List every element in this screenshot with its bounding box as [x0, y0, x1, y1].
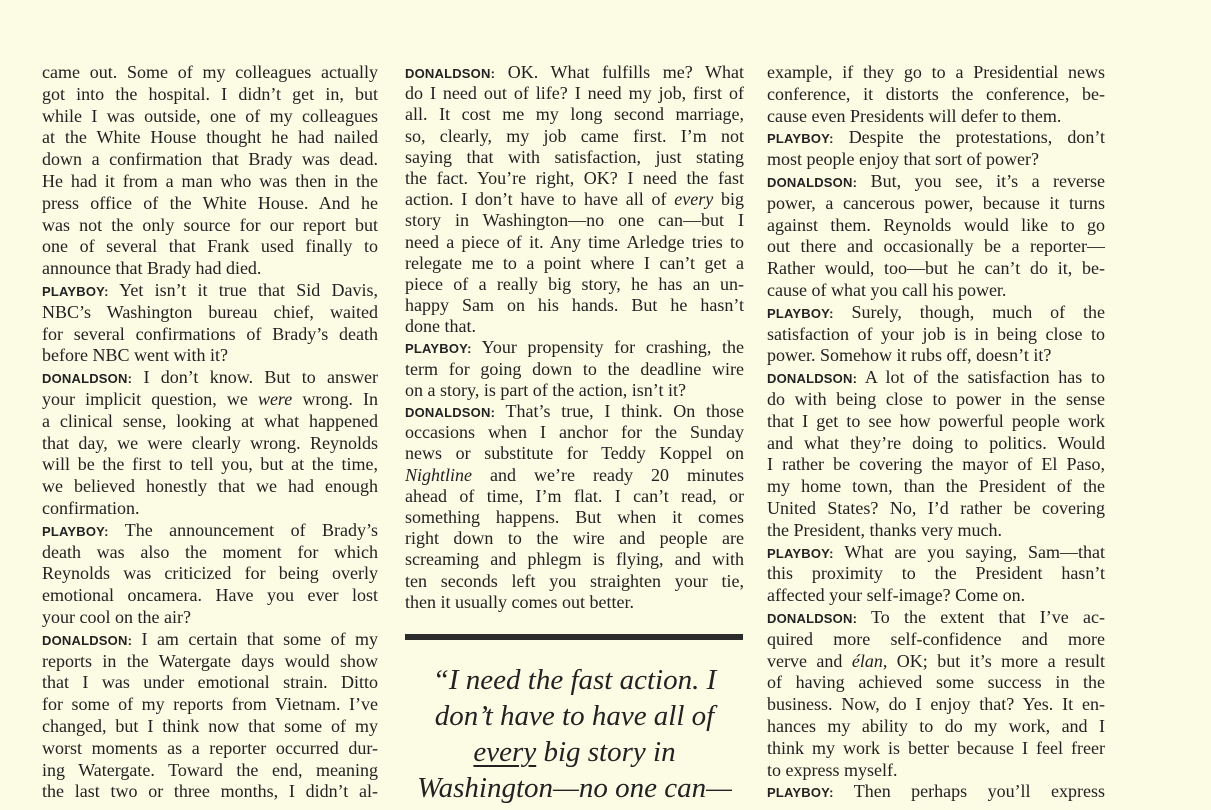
line-text: ten seconds left you straighten your tie, [405, 570, 744, 591]
text-line [405, 274, 744, 295]
text-line [767, 236, 1105, 258]
line-text: done that. [405, 316, 476, 337]
text-line [405, 486, 744, 507]
text-line [42, 476, 378, 498]
text-line [405, 401, 744, 422]
line-text: I am certain that some of my [141, 628, 378, 649]
line-text: to express myself. [767, 759, 898, 780]
text-line [767, 760, 1105, 782]
line-text: this proximity to the President hasn’t [767, 563, 1105, 584]
text-line [767, 389, 1105, 411]
speaker-label: PLAYBOY: [767, 305, 834, 321]
italic-text: Nightline [405, 464, 472, 485]
italic-text: every [674, 189, 714, 210]
line-text: To the extent that I’ve ac- [871, 606, 1105, 627]
line-text: and what they’re doing to politics. Would [767, 432, 1105, 453]
text-line [405, 337, 744, 358]
line-text: press office of the White House. And he [42, 192, 378, 213]
text-line [405, 126, 744, 147]
text-line [42, 542, 378, 564]
line-text: all. It cost me my long second marriage, [405, 104, 744, 125]
line-text: do with being close to power in the sense [767, 388, 1105, 409]
text-line [405, 168, 744, 189]
line-text: the President, thanks very much. [767, 519, 1002, 540]
interview-paragraph [767, 62, 1105, 127]
line-text: ahead of time, I’m flat. I can’t read, or [405, 485, 744, 506]
text-line [767, 171, 1105, 193]
line-text: “I need the fast action. I [432, 664, 717, 696]
text-line [42, 345, 378, 367]
text-line [405, 62, 744, 83]
line-text: Washington—no one can— [417, 772, 732, 804]
speaker-label: DONALDSON: [767, 371, 858, 387]
text-line [767, 781, 1105, 803]
interview-paragraph [767, 542, 1105, 607]
text-line [767, 542, 1105, 564]
line-text: example, if they go to a Presidential news [767, 62, 1105, 82]
line-text: hances my ability to do my work, and I [767, 715, 1105, 736]
text-column-middle [405, 62, 744, 613]
text-line [767, 258, 1105, 280]
text-line [42, 563, 378, 585]
text-line [42, 738, 378, 760]
line-text: at the White House thought he had nailed [42, 127, 378, 148]
line-text: , OK; but it’s more a result [882, 650, 1105, 671]
text-line [405, 295, 744, 316]
text-line [405, 210, 744, 231]
text-line [767, 585, 1105, 607]
text-line [405, 443, 744, 464]
line-text: I don’t know. But to answer [143, 367, 378, 388]
line-text: Rather would, too—but he can’t do it, be- [767, 258, 1105, 279]
text-line [42, 760, 378, 782]
text-line [405, 465, 744, 486]
text-column-left [42, 62, 378, 803]
text-line [42, 716, 378, 738]
text-line [405, 316, 744, 337]
line-text: verve and [767, 650, 852, 671]
text-line [767, 476, 1105, 498]
line-text: while I was outside, one of my colleagues [42, 105, 378, 126]
text-line [42, 106, 378, 128]
interview-paragraph [405, 337, 744, 401]
text-line [42, 127, 378, 149]
line-text: cause of what you call his power. [767, 279, 1007, 300]
line-text: What are you saying, Sam—that [844, 541, 1105, 562]
line-text: quired more self-confidence and more [767, 628, 1105, 649]
speaker-label: DONALDSON: [767, 610, 858, 626]
text-line [405, 507, 744, 528]
line-text: cause even Presidents will defer to them. [767, 105, 1062, 126]
line-text: wrong. In [292, 388, 378, 409]
text-line [767, 563, 1105, 585]
text-line [42, 215, 378, 237]
line-text: conference, it distorts the conference, be- [767, 83, 1105, 104]
text-line [405, 592, 744, 613]
line-text: affected your self-image? Come on. [767, 585, 1026, 606]
text-line [42, 672, 378, 694]
line-text: screaming and phlegm is flying, and with [405, 549, 744, 570]
text-line [767, 367, 1105, 389]
line-text: Your propensity for crashing, the [481, 337, 744, 358]
text-line [42, 607, 378, 629]
line-text: was not the only source for our report but [42, 214, 378, 235]
text-line [405, 549, 744, 570]
text-line [42, 389, 378, 411]
text-line [42, 193, 378, 215]
text-line [767, 520, 1105, 542]
text-line [767, 193, 1105, 215]
line-text: big story in [536, 736, 676, 768]
line-text: Reynolds was criticized for being overly [42, 563, 378, 584]
line-text: power, a cancerous power, because it turns [767, 192, 1105, 213]
line-text: for several confirmations of Brady’s death [42, 323, 378, 344]
line-text: occasions when I anchor for the Sunday [405, 422, 744, 443]
line-text: changed, but I think now that some of my [42, 715, 378, 736]
text-line [42, 781, 378, 803]
text-line [42, 280, 378, 302]
line-text: term for going down to the deadline wire [405, 358, 744, 379]
text-line [767, 411, 1105, 433]
italic-text: élan [851, 650, 883, 671]
line-text: emotional oncamera. Have you ever lost [42, 585, 378, 606]
interview-paragraph [767, 171, 1105, 302]
line-text: will be the first to tell you, but at the time, [42, 454, 378, 475]
text-line [767, 62, 1105, 84]
interview-paragraph [42, 520, 378, 629]
pull-quote-line [405, 698, 744, 734]
line-text: that I get to see how powerful people work [767, 410, 1105, 431]
interview-paragraph [42, 629, 378, 803]
text-line [42, 694, 378, 716]
text-line [767, 106, 1105, 128]
line-text: something happens. But when it comes [405, 506, 744, 527]
interview-paragraph [767, 781, 1105, 803]
text-line [42, 520, 378, 542]
line-text: United States? No, I’d rather be covering [767, 497, 1105, 518]
text-line [405, 380, 744, 401]
line-text: news or substitute for Teddy Koppel on [405, 443, 744, 464]
text-line [405, 83, 744, 104]
text-line [42, 585, 378, 607]
line-text: power. Somehow it rubs off, doesn’t it? [767, 345, 1052, 366]
line-text: He had it from a man who was then in the [42, 170, 378, 191]
text-line [405, 359, 744, 380]
text-line [405, 189, 744, 210]
line-text: Then perhaps you’ll express [853, 781, 1105, 802]
text-line [42, 171, 378, 193]
line-text: reports in the Watergate days would show [42, 650, 378, 671]
line-text: But, you see, it’s a reverse [870, 170, 1105, 191]
line-text: worst moments as a reporter occurred dur- [42, 737, 378, 758]
text-line [405, 104, 744, 125]
text-line [405, 528, 744, 549]
line-text: on a story, is part of the action, isn’t it? [405, 379, 686, 400]
line-text: OK. What fulfills me? What [507, 62, 744, 82]
line-text: we believed honestly that we had enough [42, 476, 378, 497]
text-line [767, 694, 1105, 716]
line-text: That’s true, I think. On those [505, 401, 744, 421]
line-text: right down to the wire and people are [405, 528, 744, 549]
text-line [767, 280, 1105, 302]
text-line [767, 716, 1105, 738]
text-line [767, 345, 1105, 367]
line-text: of having achieved some success in the [767, 672, 1105, 693]
text-line [767, 607, 1105, 629]
line-text: think my work is better because I feel freer [767, 737, 1105, 758]
line-text: a clinical sense, looking at what happened [42, 410, 378, 431]
line-text: death was also the moment for which [42, 541, 378, 562]
line-text: and we’re ready 20 minutes [472, 464, 744, 485]
text-line [42, 258, 378, 280]
line-text: ing Watergate. Toward the end, meaning [42, 759, 378, 780]
text-line [42, 454, 378, 476]
text-line [405, 232, 744, 253]
text-line [767, 629, 1105, 651]
line-text: that I was under emotional strain. Ditto [42, 672, 378, 693]
text-line [767, 127, 1105, 149]
line-text: announce that Brady had died. [42, 258, 262, 279]
text-line [42, 324, 378, 346]
text-line [767, 672, 1105, 694]
pull-quote-rule [405, 634, 743, 640]
text-line [42, 84, 378, 106]
line-text: Surely, though, much of the [851, 301, 1105, 322]
speaker-label: DONALDSON: [767, 174, 858, 190]
line-text: do I need out of life? I need my job, first of [405, 83, 744, 104]
interview-paragraph [42, 62, 378, 280]
speaker-label: PLAYBOY: [767, 131, 834, 147]
line-text: need a piece of it. Any time Arledge tries to [405, 231, 744, 252]
line-text: Despite the protestations, don’t [848, 127, 1105, 148]
line-text: my home town, than the President of the [767, 476, 1105, 497]
speaker-label: PLAYBOY: [767, 545, 834, 561]
speaker-label: PLAYBOY: [42, 283, 109, 299]
text-line [42, 651, 378, 673]
line-text: so, clearly, my job came first. I’m not [405, 125, 744, 146]
line-text: business. Now, do I enjoy that? Yes. It en- [767, 694, 1105, 715]
interview-paragraph [42, 280, 378, 367]
line-text: I rather be covering the mayor of El Paso, [767, 454, 1105, 475]
text-line [405, 422, 744, 443]
line-text: relegate me to a point where I can’t get a [405, 252, 744, 273]
pull-quote [405, 662, 744, 806]
line-text: NBC’s Washington bureau chief, waited [42, 301, 378, 322]
line-text: Yet isn’t it true that Sid Davis, [119, 279, 378, 300]
line-text: down a confirmation that Brady was dead. [42, 149, 378, 170]
text-line [42, 236, 378, 258]
text-line [767, 738, 1105, 760]
line-text: don’t have to have all of [434, 700, 715, 732]
text-line [767, 454, 1105, 476]
text-line [767, 324, 1105, 346]
pull-quote-line [405, 734, 744, 770]
line-text: the fact. You’re right, OK? I need the fast [405, 167, 744, 188]
pull-quote-line [405, 770, 744, 806]
line-text: got into the hospital. I didn’t get in, but [42, 83, 378, 104]
speaker-label: DONALDSON: [42, 371, 133, 387]
interview-paragraph [405, 62, 744, 337]
line-text: big [713, 189, 744, 210]
text-line [767, 84, 1105, 106]
text-line [42, 367, 378, 389]
line-text: action. I don’t have to have all of [405, 189, 675, 210]
text-line [42, 433, 378, 455]
line-text: came out. Some of my colleagues actually [42, 62, 378, 82]
interview-paragraph [405, 401, 744, 613]
interview-paragraph [767, 607, 1105, 781]
line-text: most people enjoy that sort of power? [767, 149, 1039, 170]
text-line [405, 253, 744, 274]
text-line [767, 651, 1105, 673]
text-line [42, 62, 378, 84]
line-text: saying that with satisfaction, just stating [405, 146, 744, 167]
text-line [405, 571, 744, 592]
line-text: The announcement of Brady’s [124, 519, 378, 540]
line-text: your implicit question, we [42, 388, 258, 409]
line-text: A lot of the satisfaction has to [864, 367, 1105, 388]
text-line [405, 147, 744, 168]
line-text: satisfaction of your job is in being close to [767, 323, 1105, 344]
line-text: that day, we were clearly wrong. Reynolds [42, 432, 378, 453]
line-text: against them. Reynolds would like to go [767, 214, 1105, 235]
text-line [42, 411, 378, 433]
interview-paragraph [767, 367, 1105, 541]
line-text: your cool on the air? [42, 606, 191, 627]
line-text: out there and occasionally be a reporter— [767, 236, 1105, 257]
line-text: one of several that Frank used finally to [42, 236, 378, 257]
text-line [42, 302, 378, 324]
line-text: happy Sam on his hands. But he hasn’t [405, 295, 744, 316]
text-column-right [767, 62, 1105, 803]
interview-paragraph [42, 367, 378, 520]
underlined-text: every [473, 736, 537, 768]
line-text: then it usually comes out better. [405, 591, 634, 612]
text-line [767, 149, 1105, 171]
speaker-label: PLAYBOY: [405, 341, 472, 357]
speaker-label: DONALDSON: [405, 405, 496, 420]
text-line [767, 498, 1105, 520]
interview-paragraph [767, 127, 1105, 171]
line-text: the last two or three months, I didn’t al- [42, 781, 378, 802]
speaker-label: DONALDSON: [405, 66, 496, 81]
text-line [42, 149, 378, 171]
speaker-label: PLAYBOY: [42, 523, 109, 539]
interview-paragraph [767, 302, 1105, 367]
speaker-label: DONALDSON: [42, 632, 133, 648]
text-line [42, 629, 378, 651]
line-text: story in Washington—no one can—but I [405, 210, 744, 231]
speaker-label: PLAYBOY: [767, 785, 834, 801]
text-line [767, 433, 1105, 455]
line-text: before NBC went with it? [42, 345, 228, 366]
line-text: piece of a really big story, he has an un- [405, 273, 744, 294]
line-text: confirmation. [42, 497, 140, 518]
text-line [767, 215, 1105, 237]
italic-text: were [257, 388, 293, 409]
text-line [42, 498, 378, 520]
line-text: for some of my reports from Vietnam. I’ve [42, 694, 378, 715]
text-line [767, 302, 1105, 324]
pull-quote-line [405, 662, 744, 698]
